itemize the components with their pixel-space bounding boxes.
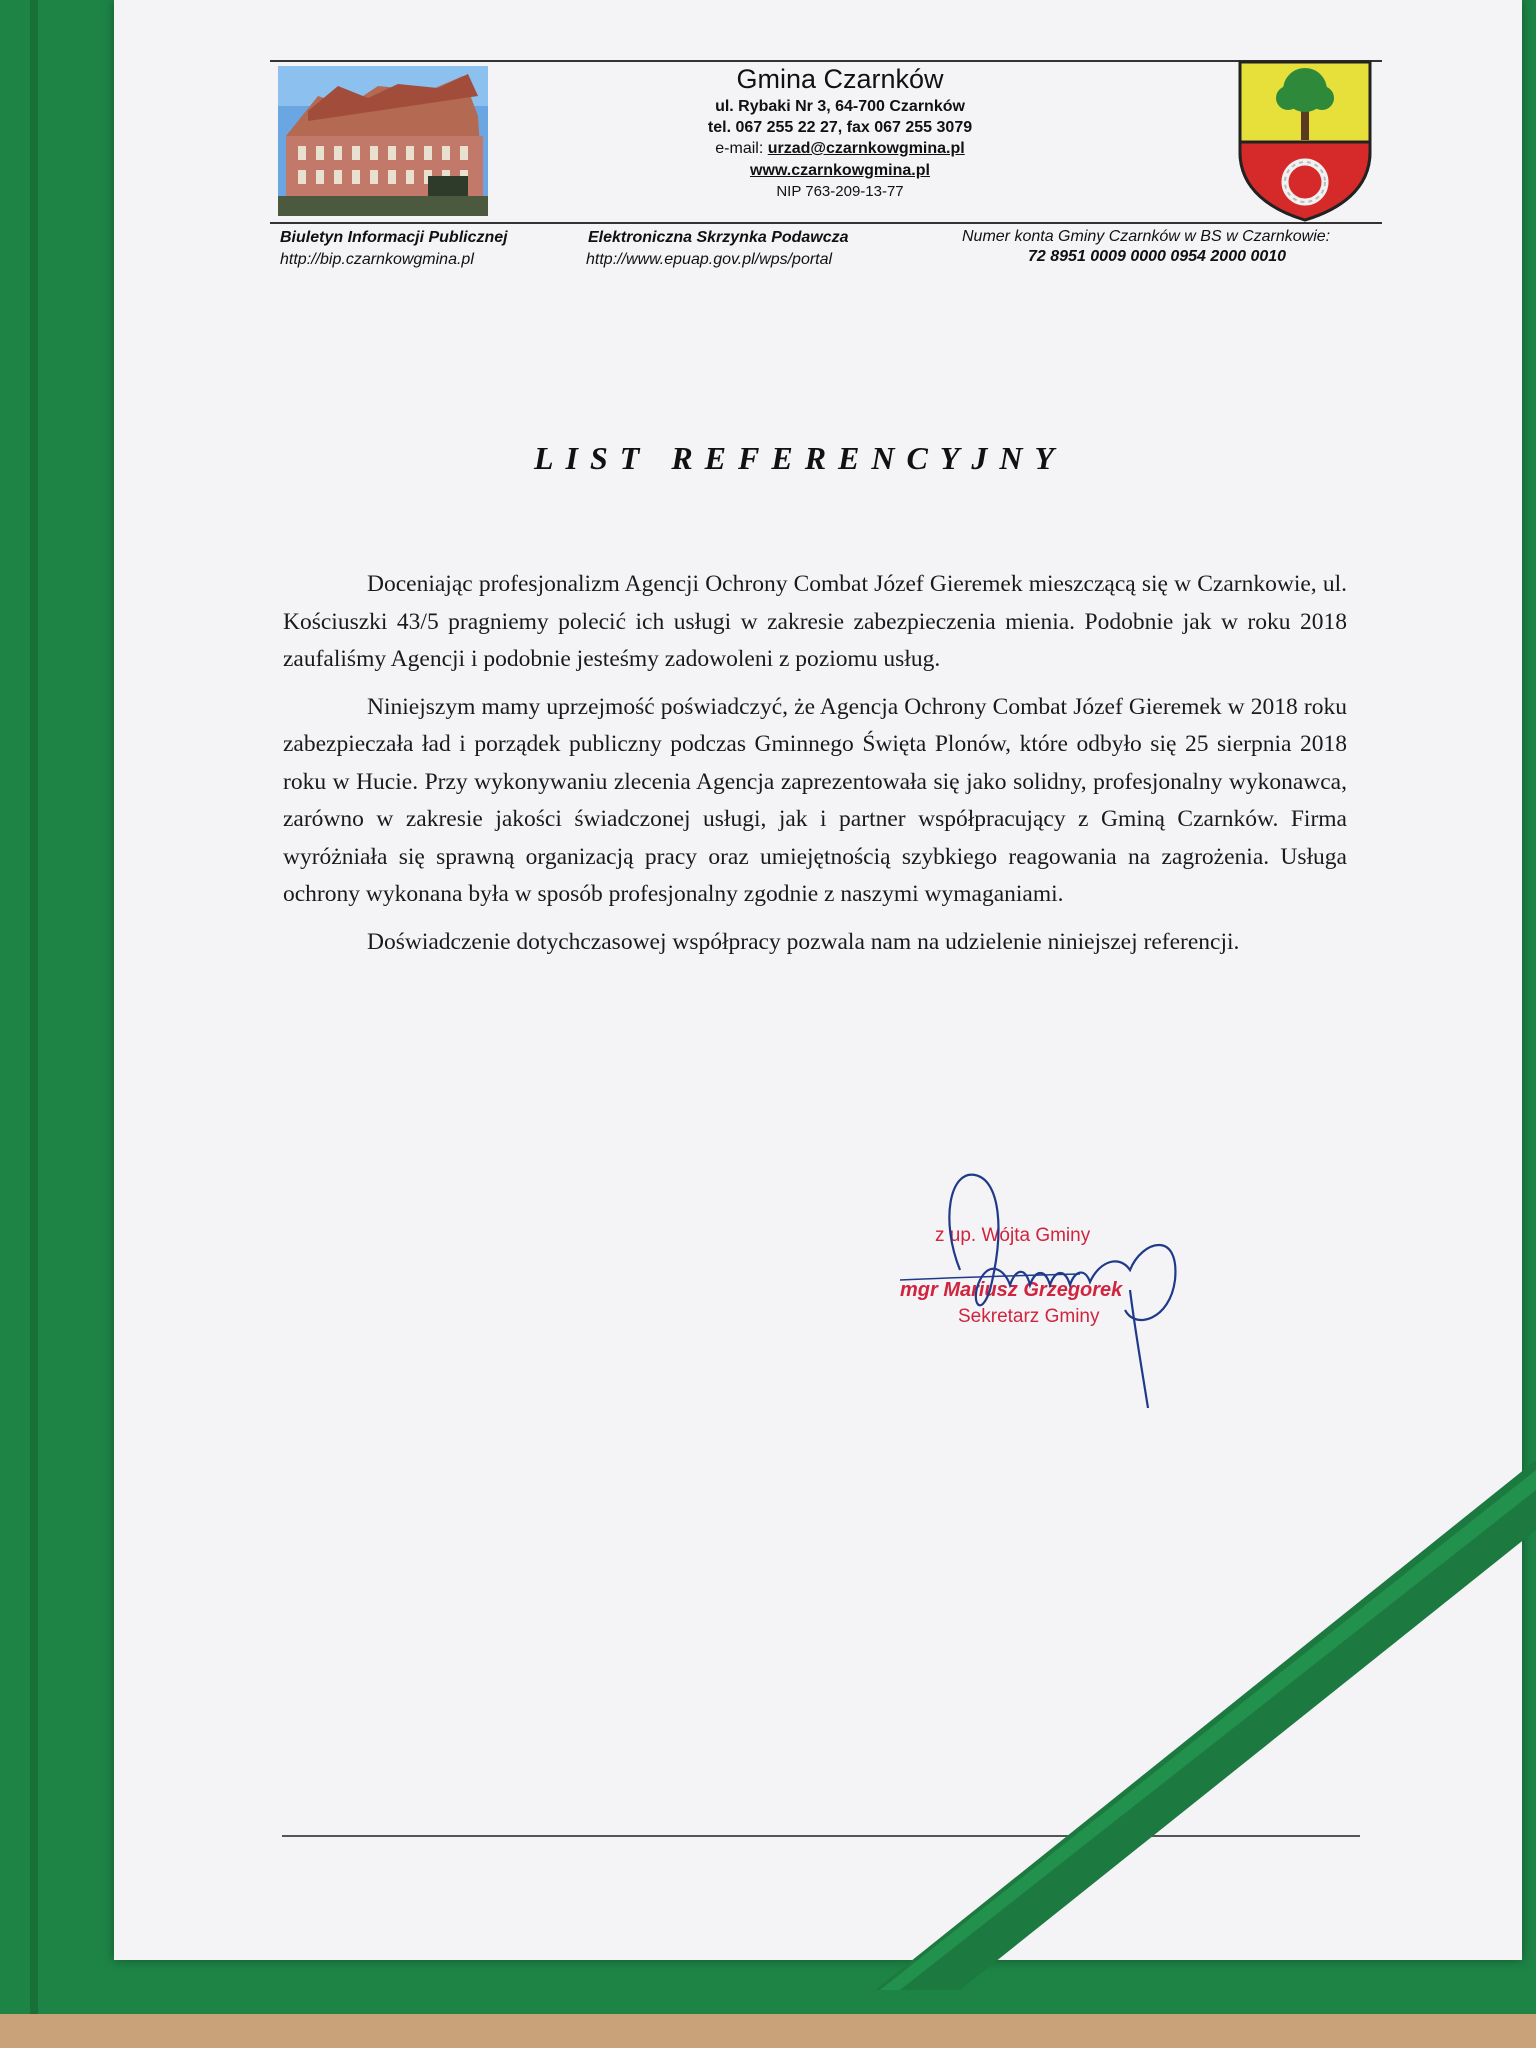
document-title: LIST REFERENCYJNY [533, 440, 1067, 476]
account-label: Numer konta Gminy Czarnków w BS w Czarnkowie: [962, 228, 1331, 245]
bip-label: Biuletyn Informacji Publicznej [280, 229, 508, 246]
municipality-address: ul. Rybaki Nr 3, 64-700 Czarnków [715, 98, 965, 115]
account-number: 72 8951 0009 0000 0954 2000 0010 [1028, 248, 1287, 265]
website-link[interactable]: www.czarnkowgmina.pl [750, 162, 930, 179]
email-link[interactable]: urzad@czarnkowgmina.pl [767, 140, 965, 157]
paragraph-2: Niniejszym mamy uprzejmość poświadczyć, że Agencja Ochrony Combat Józef Gieremek w 2018 roku zabezpieczała ład i porządek publiczny podczas Gminnego Święta Plonów, które odbyło się 25 sierpnia 2018 roku w Hucie. Przy wykonywaniu zlecenia Agencja zaprezentowała się jako solidny, profesjonalny wykonawca, zarówno w zakresie jakości świadczonej usługi, jak i partner współpracujący z Gminą Czarnków. Firma wyróżniała się sprawną organizacją pracy oraz umiejętnością szybkiego reagowania na zagrożenia. Usługa ochrony wykonana była w sposób profesjonalny zgodnie z naszymi wymaganiami. [283, 693, 1347, 907]
epuap-label: Elektroniczna Skrzynka Podawcza [588, 229, 849, 246]
municipality-name: Gmina Czarnków [736, 64, 944, 94]
paragraph-3: Doświadczenie dotychczasowej współpracy pozwala nam na udzielenie niniejszej referencji. [367, 928, 1240, 955]
stamp-signatory-role: Sekretarz Gminy [958, 1306, 1100, 1327]
email-prefix: e-mail: [715, 140, 768, 157]
municipality-phone: tel. 067 255 22 27, fax 067 255 3079 [707, 119, 973, 136]
epuap-url[interactable]: http://www.epuap.gov.pl/wps/portal [586, 251, 833, 268]
stamp-signatory-name: mgr Mariusz Grzegorek [900, 1279, 1123, 1301]
bip-url[interactable]: http://bip.czarnkowgmina.pl [280, 251, 474, 268]
paragraph-1: Doceniając profesjonalizm Agencji Ochrony Combat Józef Gieremek mieszczącą się w Czarnkowie, ul. Kościuszki 43/5 pragniemy polecić ich usługi w zakresie zabezpieczenia mienia. Podobnie jak w roku 2018 zaufaliśmy Agencji i podobnie jesteśmy zadowoleni z poziomu usług. [283, 571, 1347, 672]
nip-number: NIP 763-209-13-77 [776, 183, 904, 200]
stamp-authorization: z up. Wójta Gminy [935, 1225, 1091, 1246]
